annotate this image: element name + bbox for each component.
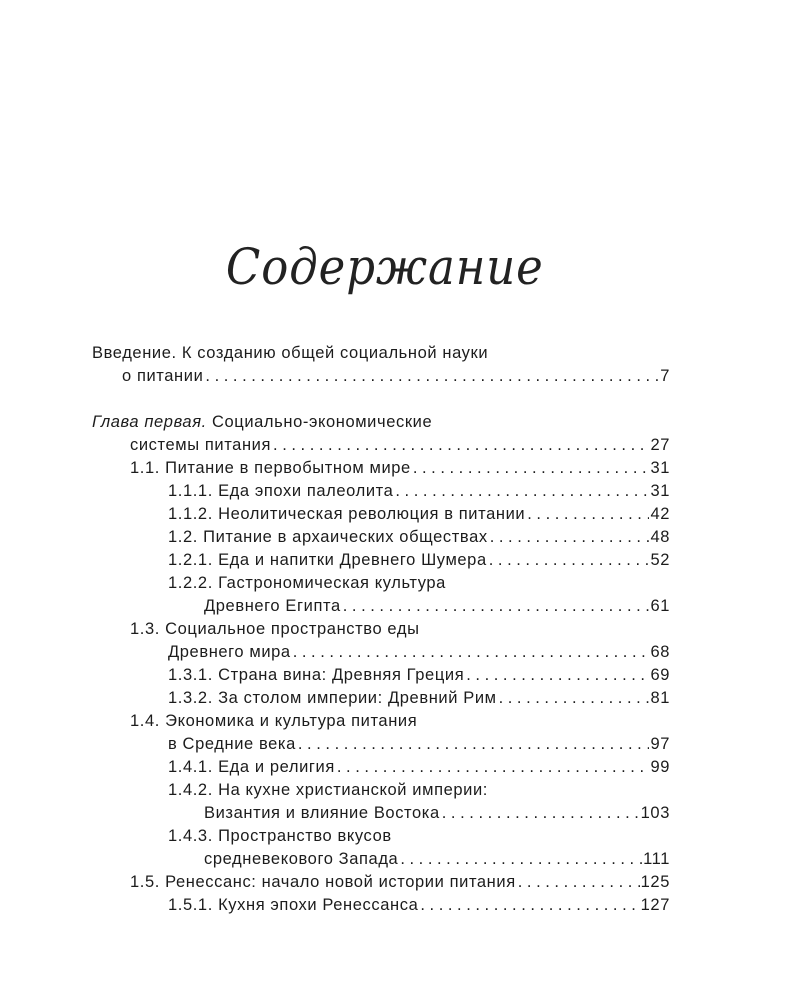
- toc-page-number: 31: [650, 482, 670, 500]
- toc-page-number: 81: [650, 689, 670, 707]
- page-title: Содержание: [225, 238, 544, 296]
- dot-leader: [418, 894, 639, 917]
- toc-entry-text: Византия и влияние Востока: [204, 804, 440, 822]
- toc-entry-1-3-cont[interactable]: [168, 641, 670, 664]
- toc-entry-text: Древнего мира: [168, 643, 291, 661]
- toc-page-number: 127: [640, 896, 670, 914]
- dot-leader: [271, 434, 649, 457]
- toc-page-number: 68: [650, 643, 670, 661]
- toc-entry-text: средневекового Запада: [204, 850, 399, 868]
- toc-entry-text: системы питания: [130, 436, 272, 454]
- toc-entry-text: 1.3.2. За столом империи: Древний Рим: [168, 689, 497, 707]
- dot-leader: [411, 457, 650, 480]
- toc-page-number: 103: [640, 804, 670, 822]
- toc-entry-text: 1.2. Питание в архаических обществах: [168, 528, 488, 546]
- toc-entry-text: 1.5.1. Кухня эпохи Ренессанса: [168, 896, 419, 914]
- toc-entry-1-4-2[interactable]: [168, 779, 488, 802]
- toc-page-number: 48: [650, 528, 670, 546]
- toc-entry-text: 1.4.2. На кухне христианской империи:: [168, 781, 488, 799]
- toc-entry-1-4-2-cont[interactable]: [204, 802, 670, 825]
- toc-page-number: 52: [650, 551, 670, 569]
- toc-page-number: 31: [650, 459, 670, 477]
- toc-entry-text: 1.4.1. Еда и религия: [168, 758, 335, 776]
- toc-entry-1-4-3-cont[interactable]: [204, 848, 670, 871]
- toc-entry-1-2-2-cont[interactable]: [204, 595, 670, 618]
- dot-leader: [203, 365, 659, 388]
- dot-leader: [525, 503, 649, 526]
- toc-entry-text: Введение. К созданию общей социальной науки: [92, 344, 489, 362]
- dot-leader: [393, 480, 649, 503]
- toc-page-number: 111: [643, 850, 670, 868]
- toc-entry-1-2[interactable]: [168, 526, 670, 549]
- toc-page-number: 61: [650, 597, 670, 615]
- toc-entry-text: 1.5. Ренессанс: начало новой истории питания: [130, 873, 516, 891]
- toc-page-number: 27: [650, 436, 670, 454]
- chapter-prefix: Глава первая.: [92, 413, 207, 431]
- toc-entry-text: Древнего Египта: [204, 597, 341, 615]
- toc-page-number: 125: [640, 873, 670, 891]
- dot-leader: [398, 848, 642, 871]
- toc-entry-1-3-1[interactable]: [168, 664, 670, 687]
- dot-leader: [440, 802, 640, 825]
- dot-leader: [464, 664, 649, 687]
- toc-page-number: 42: [650, 505, 670, 523]
- toc-entry-1-4-3[interactable]: [168, 825, 392, 848]
- toc-page-number: 69: [650, 666, 670, 684]
- toc-entry-text: 1.2.1. Еда и напитки Древнего Шумера: [168, 551, 487, 569]
- toc-entry-text: в Средние века: [168, 735, 296, 753]
- toc-entry-1-3[interactable]: [130, 618, 420, 641]
- dot-leader: [296, 733, 650, 756]
- toc-entry-1-4-cont[interactable]: [168, 733, 670, 756]
- toc-entry-1-4[interactable]: [130, 710, 417, 733]
- toc-entry-intro-cont[interactable]: [122, 365, 670, 388]
- dot-leader: [488, 526, 650, 549]
- toc-entry-1-1-1[interactable]: [168, 480, 670, 503]
- dot-leader: [291, 641, 650, 664]
- toc-entry-1-2-1[interactable]: [168, 549, 670, 572]
- toc-entry-text: о питании: [122, 367, 204, 385]
- toc-entry-1-5[interactable]: [130, 871, 670, 894]
- toc-entry-text: 1.4.3. Пространство вкусов: [168, 827, 392, 845]
- dot-leader: [497, 687, 650, 710]
- dot-leader: [487, 549, 650, 572]
- toc-entry-1-3-2[interactable]: [168, 687, 670, 710]
- toc-entry-1-2-2[interactable]: [168, 572, 446, 595]
- toc-entry-text: 1.1.2. Неолитическая революция в питании: [168, 505, 526, 523]
- toc-entry-1-5-1[interactable]: [168, 894, 670, 917]
- toc-entry-text: 1.3.1. Страна вина: Древняя Греция: [168, 666, 465, 684]
- dot-leader: [335, 756, 650, 779]
- dot-leader: [341, 595, 650, 618]
- dot-leader: [516, 871, 640, 894]
- toc-entry-text: 1.1.1. Еда эпохи палеолита: [168, 482, 394, 500]
- toc-entry-1-1-2[interactable]: [168, 503, 670, 526]
- toc-entry-text: 1.3. Социальное пространство еды: [130, 620, 420, 638]
- toc-entry-text: 1.4. Экономика и культура питания: [130, 712, 418, 730]
- toc-entry-1-1[interactable]: [130, 457, 670, 480]
- toc-entry-text: 1.1. Питание в первобытном мире: [130, 459, 411, 477]
- toc-page-number: 99: [650, 758, 670, 776]
- toc-entry-chapter-1-cont[interactable]: [130, 434, 670, 457]
- toc-entry-text: Социально-экономические: [212, 413, 433, 431]
- toc-entry-1-4-1[interactable]: [168, 756, 670, 779]
- toc-entry-chapter-1[interactable]: [92, 411, 432, 434]
- toc-entry-text: 1.2.2. Гастрономическая культура: [168, 574, 446, 592]
- toc-page-number: 7: [660, 367, 670, 385]
- toc-page-number: 97: [650, 735, 670, 753]
- toc-entry-intro[interactable]: [92, 342, 488, 365]
